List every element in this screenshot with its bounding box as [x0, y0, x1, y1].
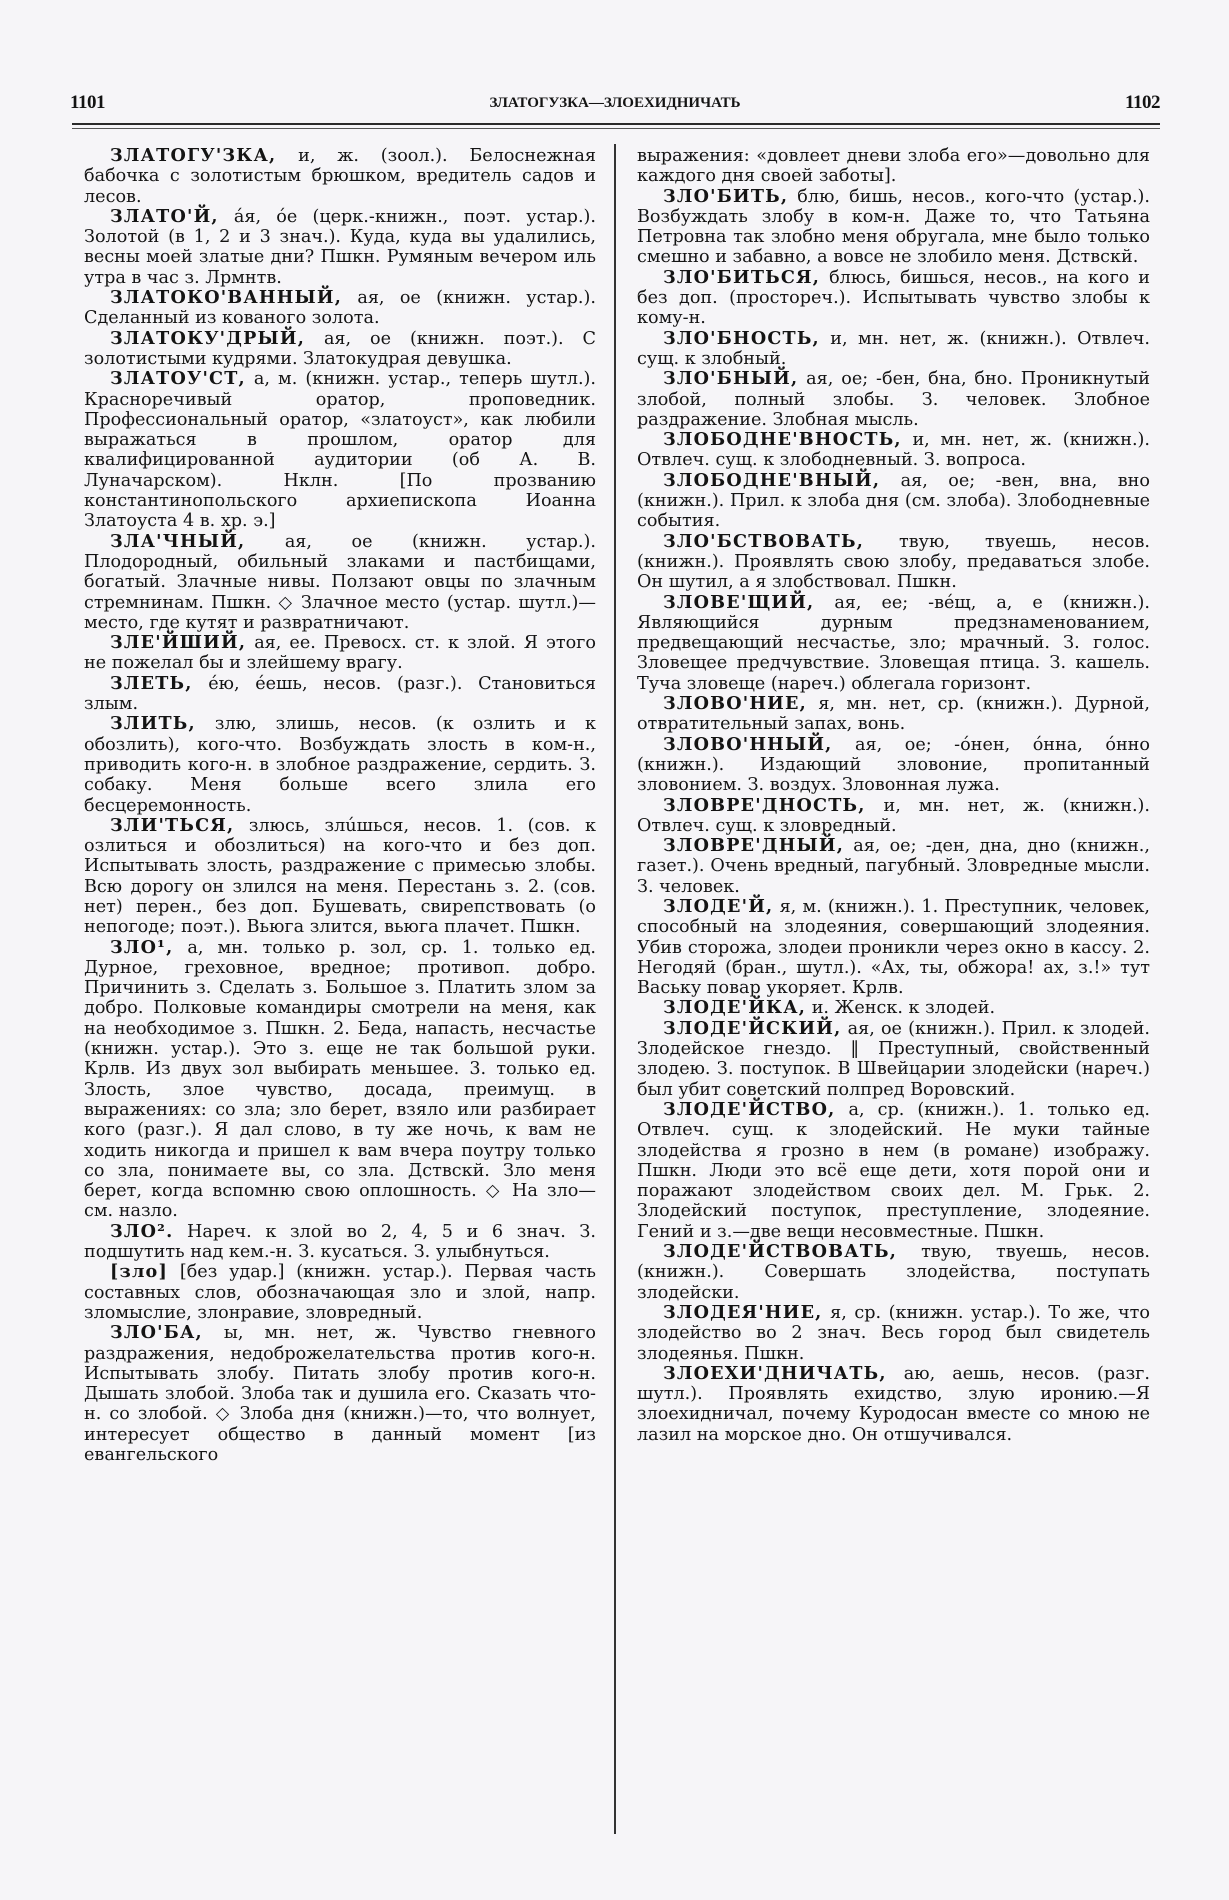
dictionary-entry — [637, 430, 1150, 471]
definition: я, мн. нет, ср. (книжн.). Дурной, отвратительный запах, вонь. — [637, 694, 1150, 735]
headword: ЗЛОВО'ННЫЙ, — [663, 733, 833, 755]
column-divider — [614, 144, 616, 1834]
dictionary-entry-continued — [637, 146, 1150, 187]
headword: ЗЛАТОКО'ВАННЫЙ, — [110, 287, 343, 309]
definition: твую, твуешь, несов. (книжн.). Совершать злодейства, поступать злодейски. — [637, 1242, 1150, 1303]
headword: [зло] — [110, 1261, 169, 1283]
definition: ая, ое; -вен, вна, вно (книжн.). Прил. к злоба дня (см. злоба). Злободневные события. — [637, 470, 1150, 532]
definition: выражения: «довлеет дневи злоба его»—довольно для каждого дня своей заботы]. — [637, 146, 1150, 187]
definition: и, мн. нет, ж. (книжн.). Отвлеч. сущ. к злобный. — [637, 328, 1150, 369]
dictionary-entry — [637, 268, 1150, 329]
headword: ЗЛОДЕ'ЙСТВО, — [663, 1098, 836, 1120]
headword: ЗЛОДЕ'ЙКА, — [663, 997, 807, 1019]
definition: а, ср. (книжн.). 1. только ед. Отвлеч. сущ. к злодейский. Не муки тайные злодейства я грозно в нем (в романе) изображу. Пшкн. Люди это всё еще дети, хотя порой они и поражают злодейством своих дел. М. Грьк. 2. Злодейский поступок, преступление, злодеяние. Гений и з.—две вещи несовместные. Пшкн. — [637, 1099, 1150, 1242]
running-title: ЗЛАТОГУЗКА—ЗЛОЕХИДНИЧАТЬ — [489, 95, 741, 111]
headword: ЗЛОВО'НИЕ, — [663, 693, 807, 715]
dictionary-entry — [637, 593, 1150, 694]
headword: ЗЛАТОУ'СТ, — [110, 368, 246, 390]
headword: ЗЛО². — [110, 1220, 174, 1242]
dictionary-entry — [84, 369, 596, 531]
dictionary-entry — [84, 1262, 596, 1323]
page-number-right: 1102 — [1125, 92, 1160, 113]
definition: злю, злишь, несов. (к озлить и к обозлить), кого-что. Возбуждать злость в ком-н., приводить кого-н. в злобное раздражение, сердить. З. собаку. Меня больше всего злила его бесцеремонность. — [84, 714, 596, 816]
headword: ЗЛО'БНОСТЬ, — [663, 327, 820, 349]
dictionary-entry — [637, 1303, 1150, 1364]
headword: ЗЛОВЕ'ЩИЙ, — [663, 591, 815, 613]
dictionary-entry — [637, 1019, 1150, 1100]
definition: éю, éешь, несов. (разг.). Становиться злым. — [84, 673, 596, 715]
definition: ая, ее. Превосх. ст. к злой. Я этого не пожелал бы и злейшему врагу. — [84, 633, 596, 674]
headword: ЗЛО'БНЫЙ, — [663, 368, 799, 390]
headword: ЗЛО'БИТЬСЯ, — [663, 266, 821, 288]
headword: ЗЛО'БА, — [110, 1322, 203, 1344]
definition: ая, ое (книжн.). Прил. к злодей. Злодейское гнездо. ‖ Преступный, свойственный злодею. З. поступок. В Швейцарии злодейски (нареч.) был убит советский полпред Воровский. — [637, 1018, 1150, 1100]
dictionary-entry — [637, 329, 1150, 370]
headword: ЗЛАТОГУ'ЗКА, — [110, 145, 277, 166]
definition: а, мн. только р. зол, ср. 1. только ед. Дурное, греховное, вредное; противоп. добро. Причинить з. Сделать з. Большое з. Платить злом за добро. Полковые командиры смотрели на меня, как на необходимое з. Пшкн. 2. Беда, напасть, несчастье (книжн. устар.). Это з. еще не так большой руки. Крлв. Из двух зол выбирать меньшее. 3. только ед. Злость, злое чувство, досада, преимущ. в выражениях: со зла; зло берет, взяло или разбирает кого (разг.). Я дал слово, в ту же ночь, к вам не ходить никогда и пришел к вам вчера поутру только со зла, понимаете вы, со зла. Дствскй. Зло меня берет, когда вспомню свою оплошность. ◇ На зло—см. назло. — [84, 937, 596, 1222]
dictionary-entry — [637, 1364, 1150, 1445]
definition: я, м. (книжн.). 1. Преступник, человек, способный на злодеяния, совершающий злодеяния. Убив сторожа, злодеи проникли через окно в кассу. 2. Негодяй (бран., шутл.). «Ах, ты, обжора! ах, з.!» тут Ваську повар укоряет. Крлв. — [637, 896, 1150, 999]
definition: аю, аешь, несов. (разг. шутл.). Проявлять ехидство, злую иронию.—Я злоехидничал, почему Куродосан вместе со мною не лазил на морское дно. Он отшучивался. — [637, 1363, 1150, 1445]
definition: Нареч. к злой во 2, 4, 5 и 6 знач. З. подшутить над кем.-н. З. кусаться. З. улыбнуться. — [84, 1221, 596, 1263]
definition: ая, ое (книжн. устар.). Плодородный, обильный злаками и пастбищами, богатый. Злачные нивы. Ползают овцы по злачным стремнинам. Пшкн. ◇ Злачное место (устар. шутл.)—место, где кутят и развратничают. — [84, 531, 596, 633]
headword: ЗЛОВРЕ'ДНОСТЬ, — [663, 794, 866, 816]
dictionary-entry — [637, 532, 1150, 593]
dictionary-entry — [84, 532, 596, 633]
dictionary-entry — [84, 329, 596, 370]
headword: ЗЛОБОДНЕ'ВНОСТЬ, — [663, 429, 902, 451]
headword: ЗЛИТЬ, — [110, 713, 196, 735]
headword: ЗЛОДЕ'ЙСТВОВАТЬ, — [663, 1241, 898, 1263]
definition: ая, ое; -óнен, óнна, óнно (книжн.). Издающий зловоние, пропитанный зловонием. З. воздух. Зловонная лужа. — [637, 734, 1150, 796]
headword: ЗЛОДЕ'ЙСКИЙ, — [663, 1017, 842, 1039]
headword: ЗЛОБОДНЕ'ВНЫЙ, — [663, 469, 881, 491]
dictionary-entry — [637, 1242, 1150, 1303]
headword: ЗЛОЕХИ'ДНИЧАТЬ, — [663, 1362, 887, 1384]
dictionary-entry — [637, 187, 1150, 268]
dictionary-entry — [637, 369, 1150, 430]
headword: ЗЛОВРЕ'ДНЫЙ, — [663, 835, 845, 857]
headword: ЗЛИ'ТЬСЯ, — [110, 814, 235, 836]
headword: ЗЛАТОКУ'ДРЫЙ, — [110, 327, 306, 349]
dictionary-entry — [637, 998, 1150, 1018]
headword: ЗЛО¹, — [110, 936, 174, 958]
right-column — [637, 146, 1150, 1445]
dictionary-entry — [637, 471, 1150, 532]
definition: ая, ое; -бен, бна, бно. Проникнутый злобой, полный злобы. З. человек. Злобное раздражение. Злобная мысль. — [637, 369, 1150, 430]
definition: я, ср. (книжн. устар.). То же, что злодейство во 2 знач. Весь город был свидетель злодеянья. Пшкн. — [637, 1302, 1150, 1364]
headword: ЗЛО'БСТВОВАТЬ, — [663, 530, 865, 552]
header-rule — [72, 123, 1160, 125]
definition: ы, мн. нет, ж. Чувство гневного раздражения, недоброжелательства против кого-н. Испытывать злобу. Питать злобу против кого-н. Дышать злобой. Злоба так и душила его. Сказать что-н. со злобой. ◇ Злоба дня (книжн.)—то, что волнует, интересует общество в данный момент [из евангельского — [84, 1323, 596, 1465]
dictionary-entry — [637, 836, 1150, 897]
definition: твую, твуешь, несов. (книжн.). Проявлять свою злобу, предаваться злобе. Он шутил, а я злобствовал. Пшкн. — [637, 531, 1150, 593]
definition: ая, ое (книжн. поэт.). С золотистыми кудрями. Златокудрая девушка. — [84, 328, 596, 369]
dictionary-entry — [84, 633, 596, 674]
dictionary-entry — [637, 694, 1150, 735]
headword: ЗЛА'ЧНЫЙ, — [110, 530, 246, 552]
definition: ая, ое; -ден, дна, дно (книжн., газет.). Очень вредный, пагубный. Зловредные мысли. З. человек. — [637, 836, 1150, 897]
definition: блю, бишь, несов., кого-что (устар.). Возбуждать злобу в ком-н. Даже то, что Татьяна Петровна так злобно меня обругала, мне было только смешно и забавно, а вовсе не злобило меня. Дствскй. — [637, 186, 1150, 268]
dictionary-entry — [84, 938, 596, 1222]
definition: ая, ое (книжн. устар.). Сделанный из кованого золота. — [84, 288, 596, 329]
definition: а, м. (книжн. устар., теперь шутл.). Красноречивый оратор, проповедник. Профессиональный оратор, «златоуст», как любили выражаться в прошлом, оратор для квалифицированной аудитории (об А. В. Луначарском). Нклн. [По прозванию константинопольского архиепископа Иоанна Златоуста 4 в. хр. э.] — [84, 369, 596, 532]
dictionary-entry — [637, 1100, 1150, 1242]
page-number-left: 1101 — [70, 92, 105, 113]
definition: и. Женск. к злодей. — [806, 998, 996, 1019]
dictionary-entry — [84, 146, 596, 207]
dictionary-entry — [84, 714, 596, 815]
dictionary-entry — [84, 288, 596, 329]
headword: ЗЛЕ'ЙШИЙ, — [110, 632, 247, 654]
dictionary-entry — [637, 897, 1150, 998]
dictionary-entry — [84, 816, 596, 938]
dictionary-entry — [637, 735, 1150, 796]
definition: áя, óе (церк.-книжн., поэт. устар.). Золотой (в 1, 2 и 3 знач.). Куда, куда вы удалились, весны моей златые дни? Пшкн. Румяным вечером иль утра в час з. Лрмнтв. — [84, 206, 596, 288]
definition: блюсь, бишься, несов., на кого и без доп. (простореч.). Испытывать чувство злобы к кому-н. — [637, 267, 1150, 329]
definition: и, ж. (зоол.). Белоснежная бабочка с золотистым брюшком, вредитель садов и лесов. — [84, 146, 596, 207]
page-header — [70, 92, 1160, 118]
headword: ЗЛОДЕЯ'НИЕ, — [663, 1301, 823, 1323]
left-column — [84, 146, 596, 1465]
dictionary-entry — [84, 1323, 596, 1465]
definition: и, мн. нет, ж. (книжн.). Отвлеч. сущ. к зловредный. — [637, 795, 1150, 836]
definition: злюсь, злúшься, несов. 1. (сов. к озлиться и обозлиться) на кого-что и без доп. Испытывать злость, раздражение с примесью злобы. Всю дорогу он злился на меня. Перестань з. 2. (сов. нет) перен., без доп. Бушевать, свирепствовать (о непогоде; поэт.). Вьюга злится, вьюга плачет. Пшкн. — [84, 815, 596, 938]
dictionary-entry — [84, 1222, 596, 1263]
dictionary-entry — [84, 674, 596, 715]
dictionary-entry — [637, 796, 1150, 837]
headword: ЗЛО'БИТЬ, — [663, 185, 789, 207]
definition: [без удар.] (книжн. устар.). Первая часть составных слов, обозначающая зло и злой, напр. зломыслие, злонравие, зловредный. — [84, 1262, 596, 1323]
dictionary-entry — [84, 207, 596, 288]
header-rule-thin — [72, 128, 1160, 129]
headword: ЗЛАТО'Й, — [110, 205, 219, 227]
definition: и, мн. нет, ж. (книжн.). Отвлеч. сущ. к злободневный. З. вопроса. — [637, 430, 1150, 471]
headword: ЗЛЕТЬ, — [110, 672, 193, 694]
definition: ая, ее; -вéщ, а, е (книжн.). Являющийся дурным предзнаменованием, предвещающий несчастье, зло; мрачный. З. голос. Зловещее предчувствие. Зловещая птица. З. кашель. Туча зловеще (нареч.) облегала горизонт. — [637, 592, 1150, 694]
headword: ЗЛОДЕ'Й, — [663, 895, 774, 917]
